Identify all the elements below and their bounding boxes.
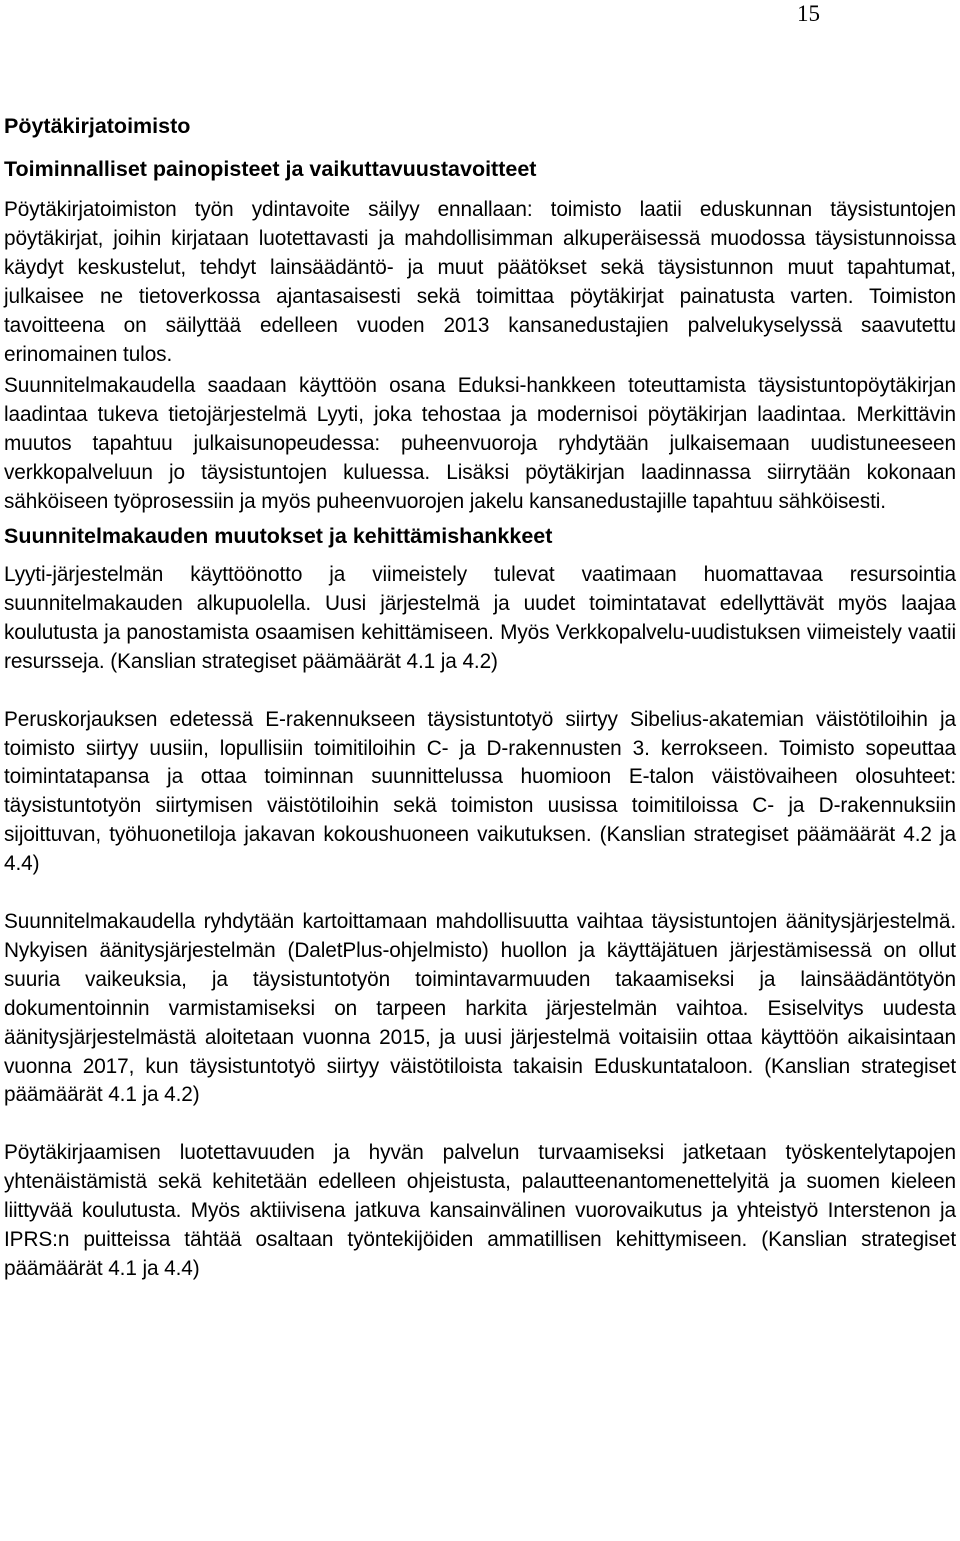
subsection-heading-1: Toiminnalliset painopisteet ja vaikuttavuustavoitteet bbox=[4, 157, 537, 181]
paragraph-2: Suunnitelmakaudella saadaan käyttöön osana Eduksi-hankkeen toteuttamista täysistuntopöytäkirjan laadintaa tukeva tietojärjestelmä Lyyti, joka tehostaa ja modernisoi pöytäkirjan laadintaa. Merkittävin muutos tapahtuu julkaisunopeudessa: puheenvuoroja ryhdytään julkaisemaan uudistuneeseen verkkopalveluun jo täysistuntojen kuluessa. Lisäksi pöytäkirjan laadinnassa siirrytään kokonaan sähköiseen työprosessiin ja myös puheenvuorojen jakelu kansanedustajille tapahtuu sähköisesti. bbox=[4, 374, 956, 514]
subsection-heading-2: Suunnitelmakauden muutokset ja kehittämishankkeet bbox=[4, 523, 553, 548]
paragraph-5: Suunnitelmakaudella ryhdytään kartoittamaan mahdollisuutta vaihtaa täysistuntojen äänitysjärjestelmä. Nykyisen äänitysjärjestelmän (DaletPlus-ohjelmisto) huollon ja käyttäjätuen järjestämisessä on ollut suuria vaikeuksia, ja täysistuntotyön toimintavarmuuden takaamiseksi ja lainsäädäntötyön dokumentoinnin varmistamiseksi on tarpeen harkita järjestelmän vaihtoa. Esiselvitys uudesta äänitysjärjestelmästä aloitetaan vuonna 2015, ja uusi järjestelmä voitaisiin ottaa käyttöön aikaisintaan vuonna 2017, kun täysistuntotyö siirtyy väistötiloista takaisin Eduskuntataloon. (Kanslian strategiset päämäärät 4.1 ja 4.2) bbox=[4, 910, 956, 1107]
paragraph-1: Pöytäkirjatoimiston työn ydintavoite säilyy ennallaan: toimisto laatii eduskunnan täysistuntojen pöytäkirjat, joihin kirjataan luotettavasti ja mahdollisimman alkuperäisessä muodossa täysistunnoissa käydyt keskustelut, tehdyt lainsäädäntö- ja muut päätökset sekä täysistunnon muut tapahtumat, julkaisee ne tietoverkossa ajantasaisesti sekä toimittaa pöytäkirjat painatusta varten. Toimiston tavoitteena on säilyttää edelleen vuoden 2013 kansanedustajien palvelukyselyssä saavutettu erinomainen tulos. bbox=[4, 198, 956, 366]
paragraph-3: Lyyti-järjestelmän käyttöönotto ja viimeistely tulevat vaatimaan huomattavaa resursointia suunnitelmakauden alkupuolella. Uusi järjestelmä ja uudet toimintatavat edellyttävät myös laajaa koulutusta ja panostamista osaamisen kehittämiseen. Myös Verkkopalvelu-uudistuksen viimeistely vaatii resursseja. (Kanslian strategiset päämäärät 4.1 ja 4.2) bbox=[4, 562, 956, 673]
paragraph-4: Peruskorjauksen edetessä E-rakennukseen täysistuntotyö siirtyy Sibelius-akatemian väistötiloihin ja toimisto siirtyy uusiin, lopullisiin toimitiloihin C- ja D-rakennusten 3. kerrokseen. Toimisto sopeuttaa toimintatapansa ja ottaa toiminnan suunnittelussa huomioon E-talon väistövaiheen olosuhteet: täysistuntotyön siirtymisen väistötiloihin sekä toimiston uusissa toimitiloissa C- ja D-rakennuksiin sijoittuvan, työhuonetiloja jakavan kokoushuoneen vaikutuksen. (Kanslian strategiset päämäärät 4.2 ja 4.4) bbox=[4, 707, 956, 876]
section-title: Pöytäkirjatoimisto bbox=[4, 114, 191, 138]
document-body bbox=[4, 112, 956, 1284]
paragraph-6: Pöytäkirjaamisen luotettavuuden ja hyvän palvelun turvaamiseksi jatketaan työskentelytapojen yhtenäistämistä sekä kehitetään edelleen ohjeistusta, palautteenantomenettelyitä ja suomen kieleen liittyvää koulutusta. Myös aktiivisena jatkuva kansainvälinen vuorovaikutus ja yhteistyö Interstenon ja IPRS:n puitteissa tähtää osaltaan työntekijöiden ammatillisen kehittymiseen. (Kanslian strategiset päämäärät 4.1 ja 4.4) bbox=[4, 1141, 956, 1280]
page-number: 15 bbox=[797, 1, 820, 26]
